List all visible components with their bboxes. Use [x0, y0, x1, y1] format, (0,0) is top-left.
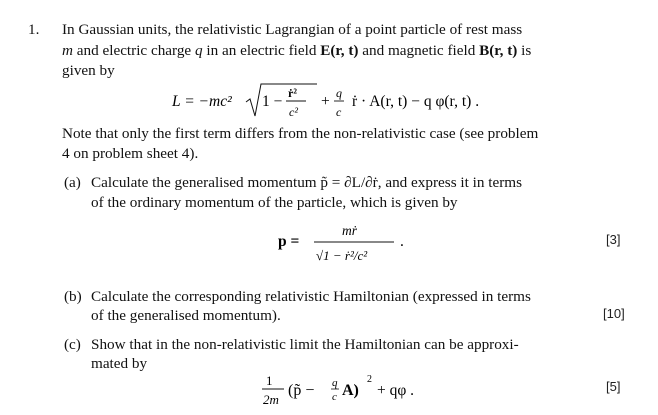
- part-c-label: (c): [64, 336, 81, 353]
- part-c-line-2: mated by: [91, 355, 148, 372]
- problem-number: 1.: [28, 21, 40, 38]
- c-squared: c²: [289, 105, 298, 119]
- half-numerator: 1: [266, 373, 273, 388]
- part-c-line-1: Show that in the non-relativistic limit the Hamiltonian can be approxi-: [91, 336, 519, 353]
- hamiltonian-equation: [256, 368, 456, 414]
- part-a-marks: [3]: [606, 232, 621, 247]
- q-numerator: q: [336, 86, 342, 100]
- lagrangian-equation: [160, 80, 500, 126]
- note-line-1: Note that only the first term differs from the non-relativistic case (see problem: [62, 125, 539, 142]
- rdot-squared: ṙ²: [288, 86, 297, 100]
- lagrangian-lhs: L = −mc²: [172, 93, 232, 110]
- part-c-marks: [5]: [606, 379, 621, 394]
- momentum-numerator: mṙ: [342, 223, 358, 238]
- intro-text: is: [517, 42, 532, 59]
- p-equals: p =: [278, 233, 300, 250]
- q-numerator: q: [332, 377, 338, 389]
- hamiltonian-tail: + qφ .: [377, 382, 415, 399]
- part-b-label: (b): [64, 288, 82, 305]
- part-a-line-2: of the ordinary momentum of the particle, which is given by: [91, 194, 458, 211]
- intro-text: in an electric field: [202, 42, 321, 59]
- intro-text: and electric charge: [72, 42, 195, 59]
- part-b-line-1: Calculate the corresponding relativistic Hamiltonian (expressed in terms: [91, 288, 531, 305]
- charge-symbol: q: [194, 42, 203, 59]
- c-denominator: c: [336, 105, 342, 119]
- sqrt-one: 1 −: [262, 93, 283, 110]
- momentum-equation: [270, 218, 420, 268]
- electric-field-symbol: E(r, t): [320, 42, 359, 59]
- square-exponent: 2: [367, 374, 372, 385]
- mass-symbol: m: [62, 42, 73, 59]
- intro-line-1: In Gaussian units, the relativistic Lagrangian of a point particle of rest mass: [62, 21, 523, 38]
- part-b-line-2: of the generalised momentum).: [91, 307, 281, 324]
- intro-line-3: given by: [62, 62, 115, 79]
- momentum-denominator: √1 − ṙ²/c²: [316, 248, 368, 263]
- note-line-2: 4 on problem sheet 4).: [62, 145, 199, 162]
- c-denominator: c: [332, 391, 337, 403]
- part-a-label: (a): [64, 174, 81, 191]
- equation-period: .: [400, 233, 404, 250]
- half-denominator: 2m: [263, 392, 279, 407]
- magnetic-field-symbol: B(r, t): [479, 42, 518, 59]
- lagrangian-tail: ṙ · A(r, t) − q φ(r, t) .: [352, 93, 480, 110]
- intro-line-2: [62, 41, 531, 60]
- plus-sign: +: [321, 93, 330, 110]
- vector-potential: A): [342, 382, 359, 399]
- part-a-line-1: Calculate the generalised momentum p̃ = ∂L/∂ṙ, and express it in terms: [91, 174, 522, 191]
- part-b-marks: [10]: [603, 306, 625, 321]
- hamiltonian-open: (p̃ −: [288, 382, 315, 399]
- intro-text: and magnetic field: [358, 42, 480, 59]
